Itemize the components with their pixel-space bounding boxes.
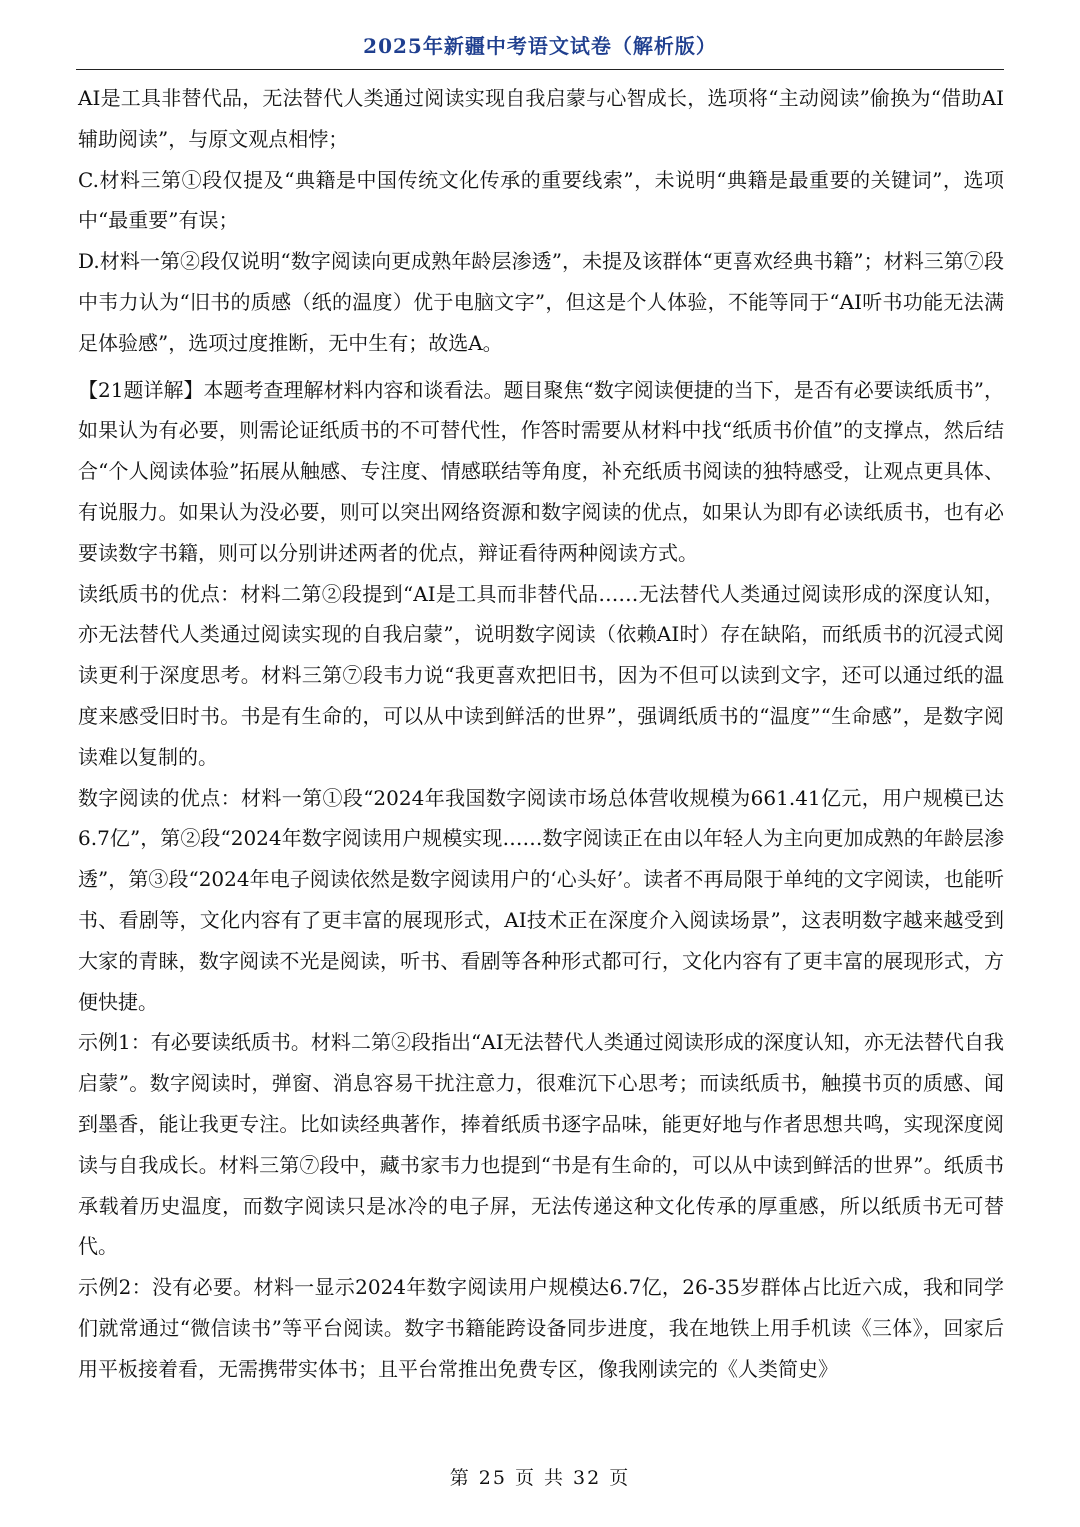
paragraph-example-2: 示例2：没有必要。材料一显示2024年数字阅读用户规模达6.7亿，26-35岁群体占比近六成，我和同学们就常通过“微信读书”等平台阅读。数字书籍能跨设备同步进度，我在地铁上用手机读《三体》，回家后用平板接着看，无需携带实体书；且平台常推出免费专区，像我刚读完的《人类简史》 <box>78 1275 1004 1381</box>
paragraph-digital-reading-advantages: 数字阅读的优点：材料一第①段“2024年我国数字阅读市场总体营收规模为661.41亿元，用户规模已达6.7亿”，第②段“2024年数字阅读用户规模实现……数字阅读正在由以年轻人为主向更加成熟的年龄层渗透”，第③段“2024年电子阅读依然是数字阅读用户的‘心头好’。读者不再局限于单纯的文字阅读，也能听书、看剧等，文化内容有了更丰富的展现形式，AI技术正在深度介入阅读场景”，这表明数字越来越受到大家的青睐，数字阅读不光是阅读，听书、看剧等各种形式都可行，文化内容有了更丰富的展现形式，方便快捷。 <box>78 785 1004 1014</box>
page-body <box>78 78 1004 1390</box>
paragraph-q21-detail: 【21题详解】本题考查理解材料内容和谈看法。题目聚焦“数字阅读便捷的当下，是否有必要读纸质书”，如果认为有必要，则需论证纸质书的不可替代性，作答时需要从材料中找“纸质书价值”的支撑点，然后结合“个人阅读体验”拓展从触感、专注度、情感联结等角度，补充纸质书阅读的独特感受，让观点更具体、有说服力。如果认为没必要，则可以突出网络资源和数字阅读的优点，如果认为即有必读纸质书，也有必要读数字书籍，则可以分别讲述两者的优点，辩证看待两种阅读方式。 <box>78 377 1004 565</box>
paragraph-paper-book-advantages: 读纸质书的优点：材料二第②段提到“AI是工具而非替代品……无法替代人类通过阅读形成的深度认知，亦无法替代人类通过阅读实现的自我启蒙”，说明数字阅读（依赖AI时）存在缺陷，而纸质书的沉浸式阅读更利于深度思考。材料三第⑦段韦力说“我更喜欢把旧书，因为不但可以读到文字，还可以通过纸的温度来感受旧时书。书是有生命的，可以从中读到鲜活的世界”，强调纸质书的“温度”“生命感”，是数字阅读难以复制的。 <box>78 581 1004 769</box>
paragraph-option-c: C.材料三第①段仅提及“典籍是中国传统文化传承的重要线索”，未说明“典籍是最重要的关键词”，选项中“最重要”有误； <box>78 167 1004 233</box>
paragraph-option-d: D.材料一第②段仅说明“数字阅读向更成熟年龄层渗透”，未提及该群体“更喜欢经典书籍”；材料三第⑦段中韦力认为“旧书的质感（纸的温度）优于电脑文字”，但这是个人体验，不能等同于“AI听书功能无法满足体验感”，选项过度推断，无中生有；故选A。 <box>78 249 1004 355</box>
paragraph-option-b-continuation: AI是工具非替代品，无法替代人类通过阅读实现自我启蒙与心智成长，选项将“主动阅读”偷换为“借助AI辅助阅读”，与原文观点相悖； <box>78 86 1004 151</box>
page-number-footer: 第 25 页 共 32 页 <box>449 1467 631 1489</box>
header-divider <box>76 69 1004 70</box>
page-header-title: 2025年新疆中考语文试卷（解析版） <box>363 34 717 58</box>
paragraph-example-1: 示例1：有必要读纸质书。材料二第②段指出“AI无法替代人类通过阅读形成的深度认知，亦无法替代自我启蒙”。数字阅读时，弹窗、消息容易干扰注意力，很难沉下心思考；而读纸质书，触摸书页的质感、闻到墨香，能让我更专注。比如读经典著作，捧着纸质书逐字品味，能更好地与作者思想共鸣，实现深度阅读与自我成长。材料三第⑦段中，藏书家韦力也提到“书是有生命的，可以从中读到鲜活的世界”。纸质书承载着历史温度，而数字阅读只是冰冷的电子屏，无法传递这种文化传承的厚重感，所以纸质书无可替代。 <box>78 1030 1004 1259</box>
